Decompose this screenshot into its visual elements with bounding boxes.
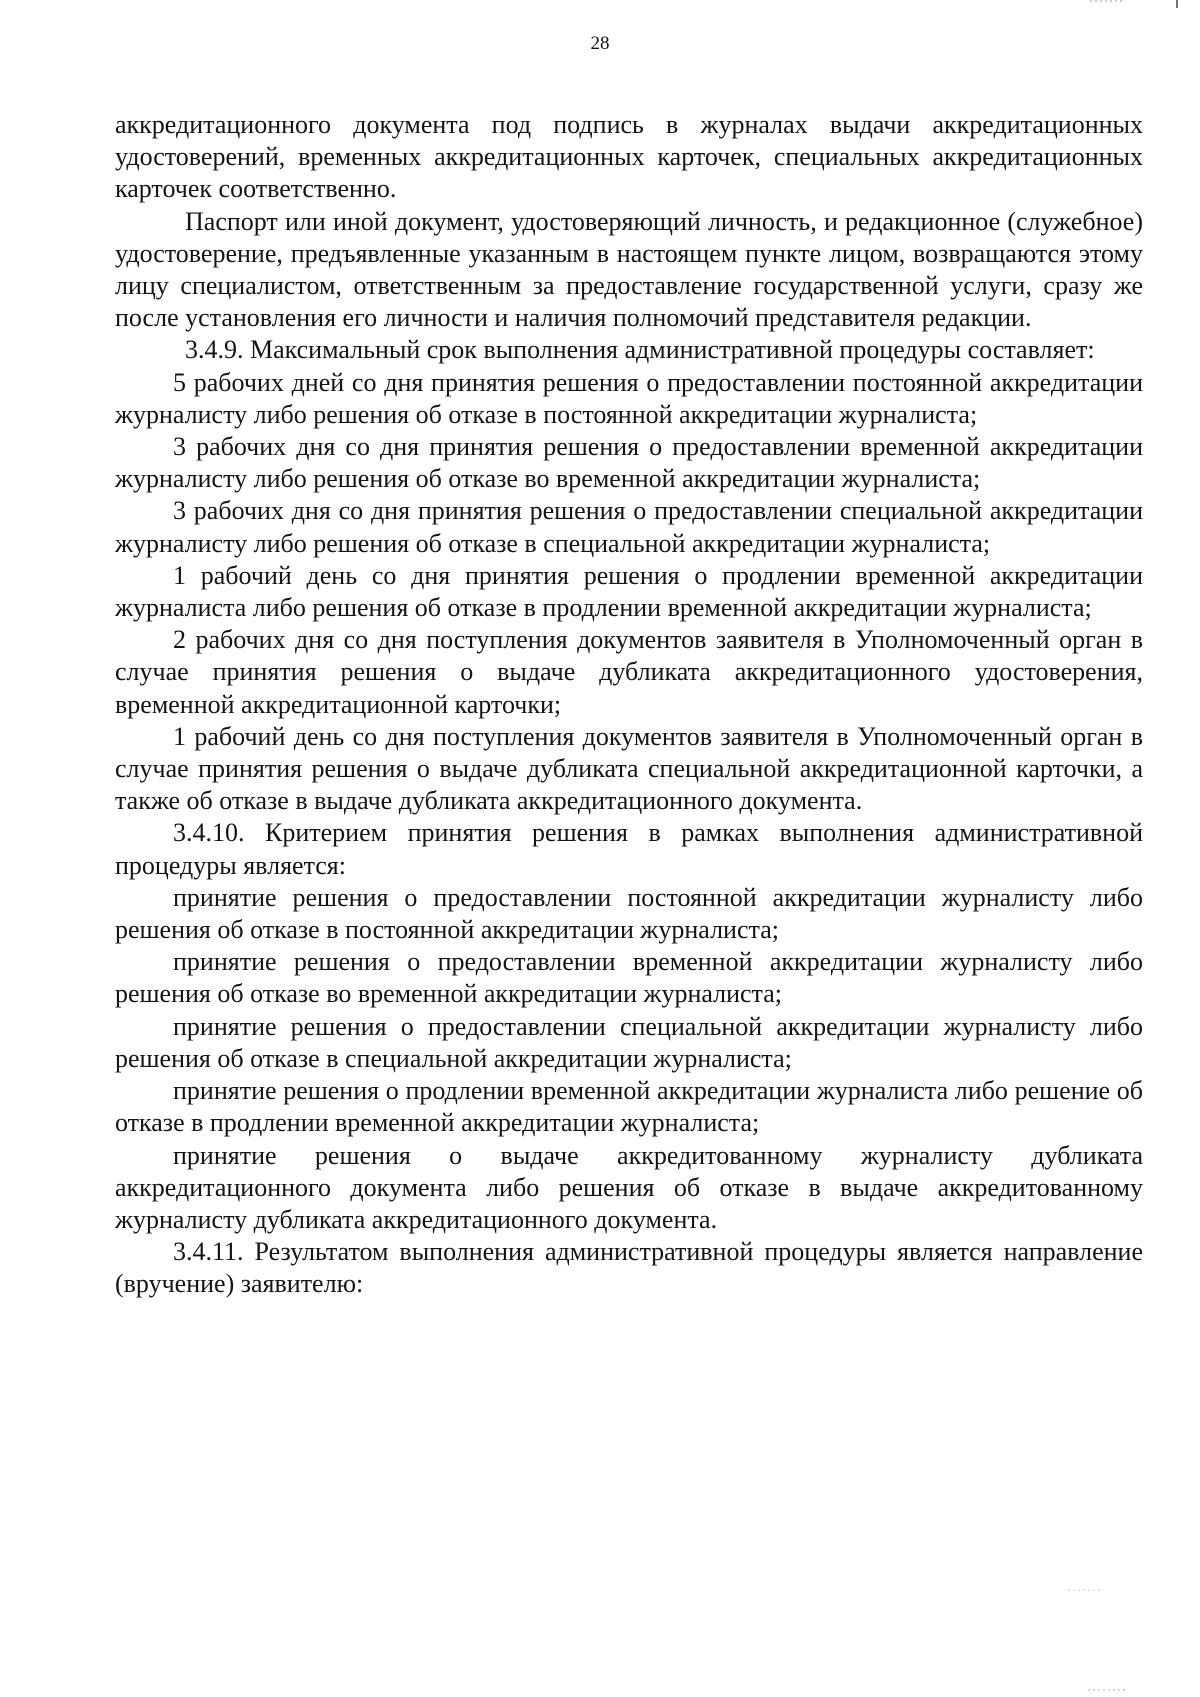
- list-item: 2 рабочих дня со дня поступления документов заявителя в Уполномоченный орган в случае принятия решения о выдаче дубликата аккредитационного удостоверения, временной аккредитационной карточки;: [115, 625, 1143, 719]
- paragraph: Паспорт или иной документ, удостоверяющий личность, и редакционное (служебное) удостоверение, предъявленные указанным в настоящем пункте лицом, возвращаются этому лицу специалистом, ответственным за предоставление государственной услуги, сразу же после установления его личности и наличия полномочий представителя редакции.: [115, 206, 1143, 333]
- page-number: 28: [590, 33, 610, 54]
- list-item: принятие решения о предоставлении постоянной аккредитации журналисту либо решения об отказе в постоянной аккредитации журналиста;: [115, 882, 1143, 945]
- document-body: [115, 109, 1143, 1301]
- list-item: 5 рабочих дней со дня принятия решения о предоставлении постоянной аккредитации журналисту либо решения об отказе в постоянной аккредитации журналиста;: [115, 367, 1143, 429]
- list-item: принятие решения о выдаче аккредитованному журналисту дубликата аккредитационного документа либо решения об отказе в выдаче аккредитованному журналисту дубликата аккредитационного документа.: [115, 1140, 1143, 1234]
- list-item: принятие решения о предоставлении специальной аккредитации журналисту либо решения об отказе в специальной аккредитации журналиста;: [115, 1011, 1143, 1073]
- list-item: 3 рабочих дня со дня принятия решения о предоставлении специальной аккредитации журналисту либо решения об отказе в специальной аккредитации журналиста;: [115, 496, 1143, 558]
- list-item: принятие решения о продлении временной аккредитации журналиста либо решение об отказе в продлении временной аккредитации журналиста;: [115, 1076, 1143, 1138]
- list-item: принятие решения о предоставлении временной аккредитации журналисту либо решения об отказе во временной аккредитации журналиста;: [115, 947, 1143, 1009]
- section-heading-3-4-10: 3.4.10. Критерием принятия решения в рамках выполнения административной процедуры является:: [115, 818, 1143, 880]
- list-item: 1 рабочий день со дня принятия решения о продлении временной аккредитации журналиста либо решения об отказе в продлении временной аккредитации журналиста;: [115, 560, 1143, 623]
- list-item: 3 рабочих дня со дня принятия решения о предоставлении временной аккредитации журналисту либо решения об отказе во временной аккредитации журналиста;: [115, 432, 1143, 494]
- section-heading-3-4-11: 3.4.11. Результатом выполнения административной процедуры является направление (вручение) заявителю:: [115, 1237, 1143, 1299]
- section-heading-3-4-9: 3.4.9. Максимальный срок выполнения административной процедуры составляет:: [185, 335, 1095, 365]
- paragraph: аккредитационного документа под подпись в журналах выдачи аккредитационных удостоверений, временных аккредитационных карточек, специальных аккредитационных карточек соответственно.: [115, 110, 1143, 204]
- list-item: 1 рабочий день со дня поступления документов заявителя в Уполномоченный орган в случае принятия решения о выдаче дубликата специальной аккредитационной карточки, а также об отказе в выдаче дубликата аккредитационного документа.: [115, 721, 1143, 816]
